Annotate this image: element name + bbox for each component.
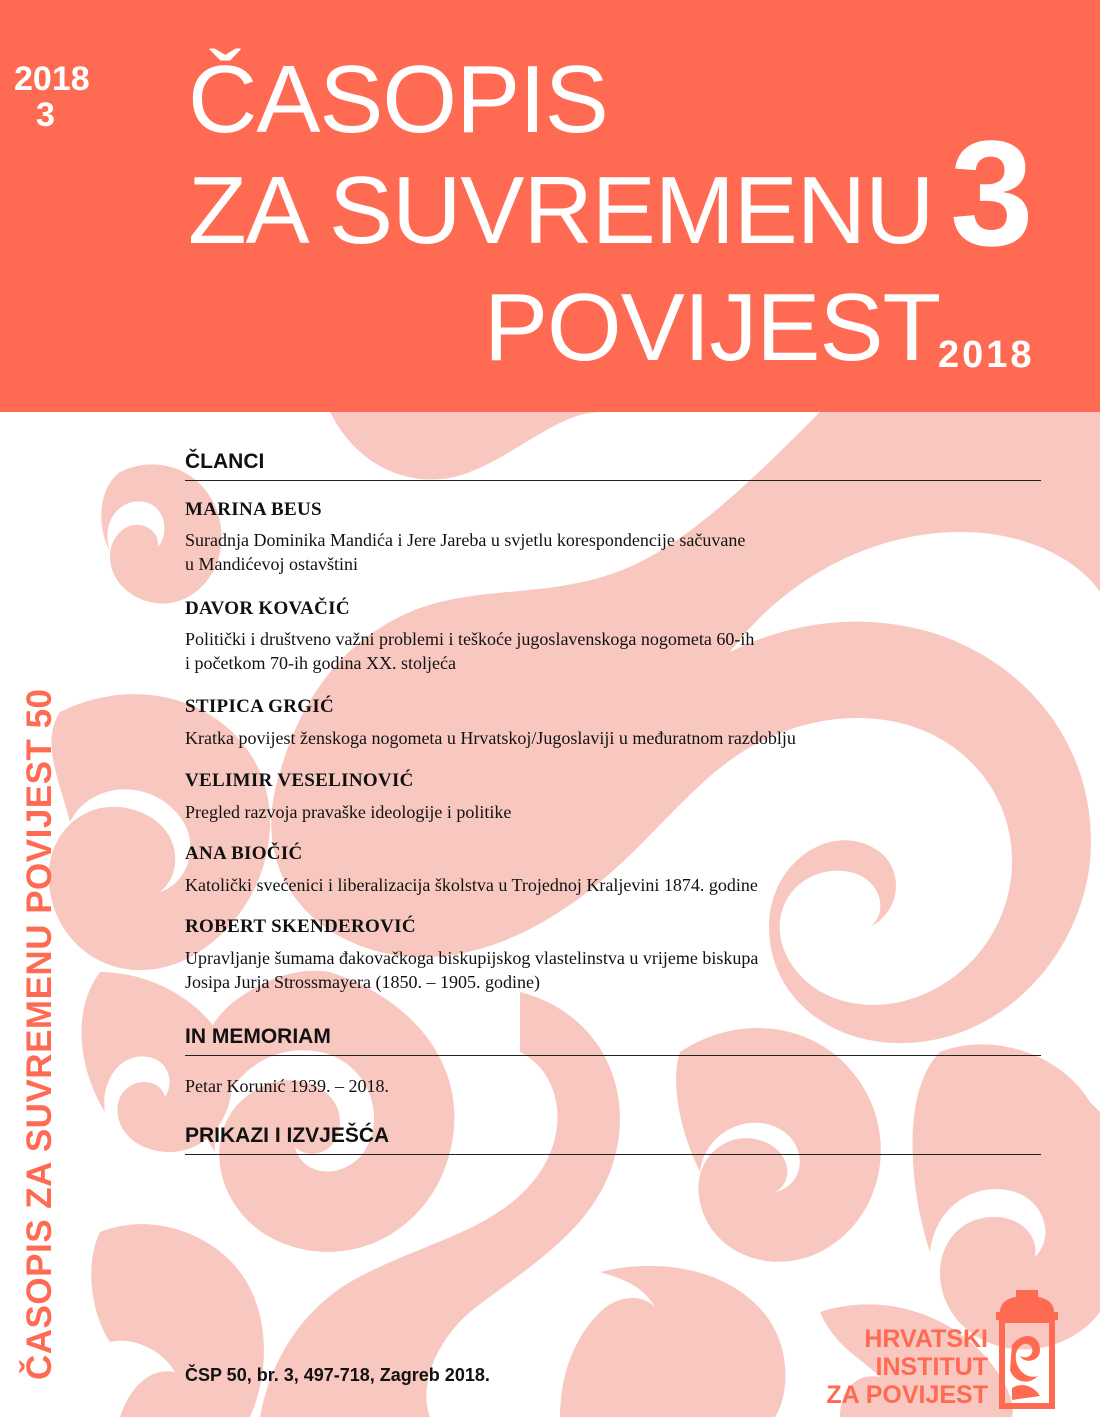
article-author: DAVOR KOVAČIĆ [185, 598, 350, 619]
citation-line: ČSP 50, br. 3, 497-718, Zagreb 2018. [185, 1365, 490, 1385]
article-title-line: Josipa Jurja Strossmayera (1850. – 1905. godine) [185, 972, 540, 992]
institute-logo-icon [994, 1290, 1060, 1410]
article-title-line: Upravljanje šumama đakovačkoga biskupijskog vlastelinstva u vrijeme biskupa [185, 948, 759, 968]
publisher-name-line-2: INSTITUT [875, 1353, 988, 1381]
corner-issue: 3 [36, 96, 55, 134]
section-heading-reviews: PRIKAZI I IZVJEŠĆA [185, 1124, 1041, 1155]
issue-number: 3 [950, 109, 1034, 277]
article-title-line: u Mandićevoj ostavštini [185, 554, 358, 574]
journal-title-line-3: POVIJEST [484, 274, 941, 381]
journal-title-line-2: ZA SUVREMENU [188, 157, 934, 264]
section-heading-articles: ČLANCI [185, 450, 1041, 481]
publisher-name-line-1: HRVATSKI [864, 1325, 988, 1353]
spine-title: ČASOPIS ZA SUVREMENU POVIJEST 50 [20, 688, 59, 1380]
corner-year: 2018 [14, 60, 90, 98]
publisher-name-line-3: ZA POVIJEST [826, 1381, 988, 1409]
article-title-line: Suradnja Dominika Mandića i Jere Jareba u svjetlu korespondencije sačuvane [185, 530, 746, 550]
article-author: VELIMIR VESELINOVIĆ [185, 770, 414, 791]
journal-title-line-1: ČASOPIS [188, 46, 608, 153]
article-author: ANA BIOČIĆ [185, 843, 303, 864]
article-title-line: Politički i društveno važni problemi i teškoće jugoslavenskoga nogometa 60-ih [185, 629, 755, 649]
section-heading-memoriam: IN MEMORIAM [185, 1025, 1041, 1056]
article-title-line: Kratka povijest ženskoga nogometa u Hrvatskoj/Jugoslaviji u međuratnom razdoblju [185, 728, 796, 748]
article-author: STIPICA GRGIĆ [185, 696, 335, 717]
article-title-line: Pregled razvoja pravaške ideologije i politike [185, 802, 512, 822]
article-title-line: Katolički svećenici i liberalizacija školstva u Trojednoj Kraljevini 1874. godine [185, 875, 758, 895]
memoriam-entry: Petar Korunić 1939. – 2018. [185, 1076, 389, 1096]
issue-year: 2018 [938, 334, 1035, 376]
article-author: ROBERT SKENDEROVIĆ [185, 916, 416, 937]
article-title-line: i početkom 70-ih godina XX. stoljeća [185, 653, 456, 673]
article-author: MARINA BEUS [185, 499, 322, 520]
